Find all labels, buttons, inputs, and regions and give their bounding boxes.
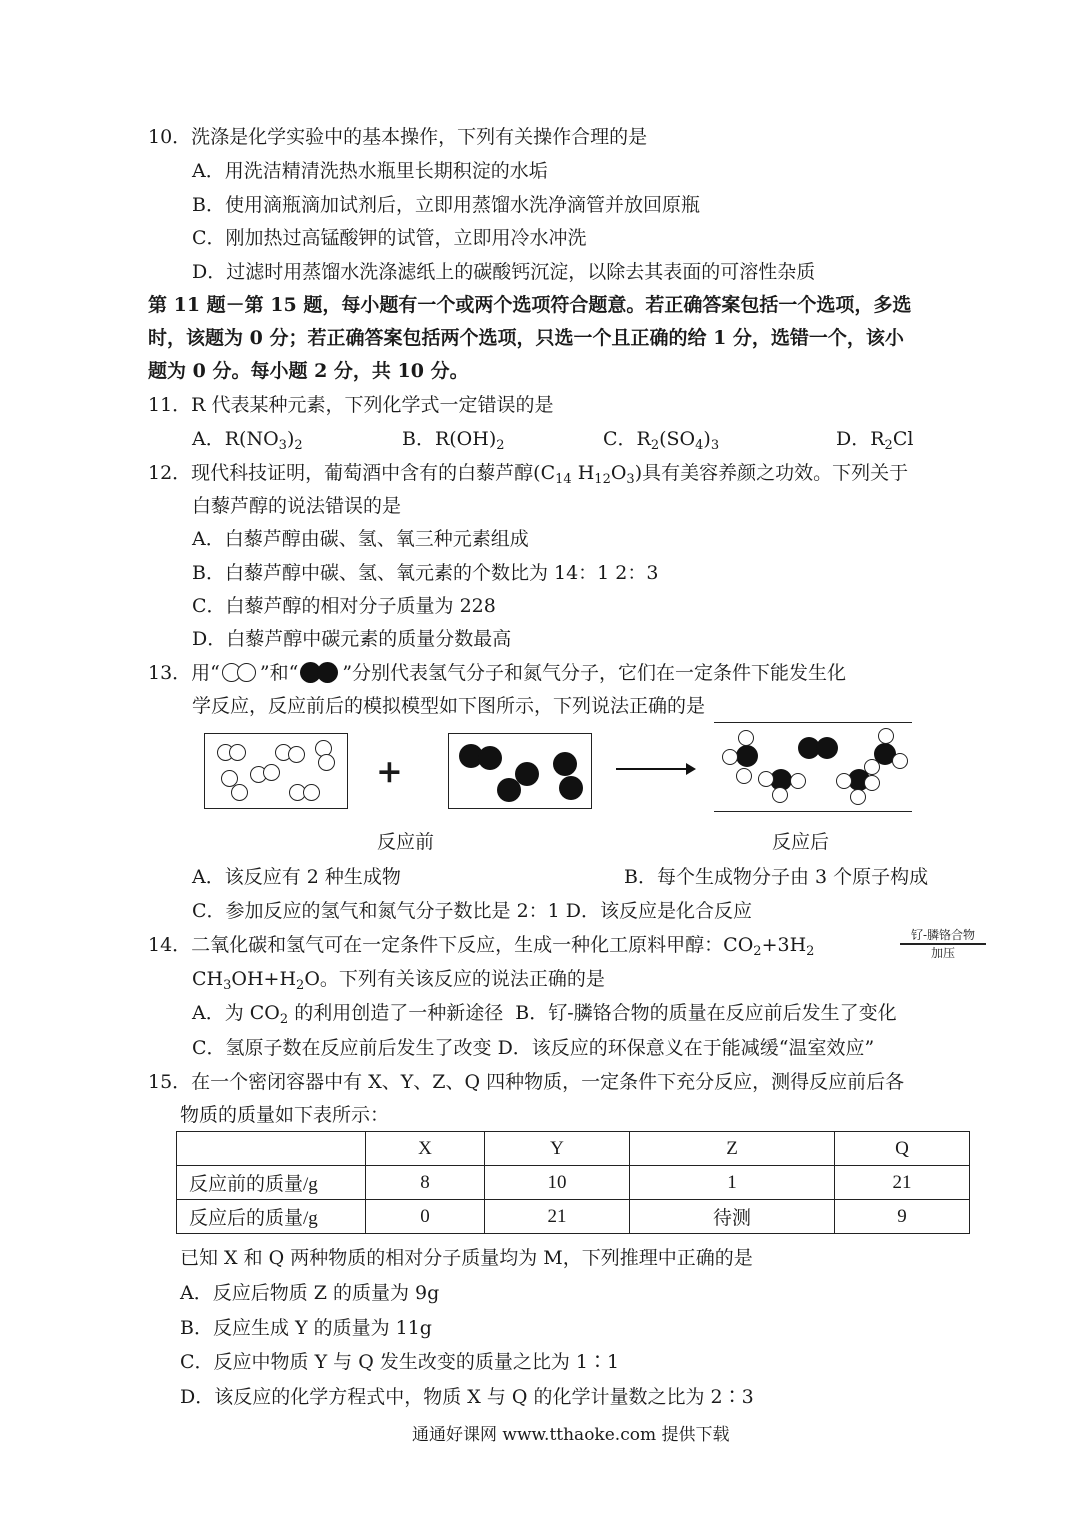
q11-stem: 11．R 代表某种元素，下列化学式一定错误的是 [148,394,554,416]
table-header-cell: Z [630,1132,835,1166]
q15-option-d: D．该反应的化学方程式中，物质 X 与 Q 的化学计量数之比为 2∶3 [180,1386,754,1408]
q12-stem-line-2: 白藜芦醇的说法错误的是 [192,495,402,517]
arrow-head-icon [686,763,696,775]
q13-stem-part-3: ”分别代表氢气分子和氮气分子，它们在一定条件下能发生化 [342,662,847,684]
q12-option-d: D．白藜芦醇中碳元素的质量分数最高 [192,628,512,650]
footer-text: 通通好课网 www.tthaoke.com 提供下载 [412,1425,730,1445]
q13-option-a: A．该反应有 2 种生成物 [192,866,401,888]
caption-before: 反应前 [377,831,435,853]
q12-option-b: B．白藜芦醇中碳、氢、氧元素的个数比为 14：1 2：3 [192,562,659,584]
q13-stem-part-2: ”和“ [259,662,299,684]
q14-stem-line-1: 14．二氧化碳和氢气可在一定条件下反应，生成一种化工原料甲醇：$CO_2+3H_2$ [148,934,815,959]
table-header-cell: X [366,1132,485,1166]
table-cell: 待测 [630,1200,835,1234]
q11-option-d: D．$R_2Cl$ [836,428,914,453]
table-header-row [177,1132,970,1166]
reaction-arrow [616,768,688,770]
table-header-cell [177,1132,366,1166]
condition-bar [900,943,986,945]
q10-stem: 10．洗涤是化学实验中的基本操作，下列有关操作合理的是 [148,126,648,148]
table-row [177,1200,970,1234]
q10-option-d: D．过滤时用蒸馏水洗涤滤纸上的碳酸钙沉淀，以除去其表面的可溶性杂质 [192,261,816,283]
q11-option-c: C．$R_2(SO_4)_3$ [603,428,720,453]
before-hydrogen-box [204,733,348,809]
q11-option-a: A．$R(NO_3)_2$ [192,428,303,453]
q15-stem-line-1: 15．在一个密闭容器中有 X、Y、Z、Q 四种物质，一定条件下充分反应，测得反应前后各 [148,1071,905,1093]
q13-stem-line-1 [148,661,846,685]
q14-option-cd: C．氢原子数在反应前后发生了改变 D．该反应的环保意义在于能减缓“温室效应” [192,1037,875,1059]
table-header-cell: Q [835,1132,970,1166]
table-cell: 9 [835,1200,970,1234]
after-box [714,722,912,812]
table-row [177,1166,970,1200]
instructions-line-2: 时，该题为 0 分；若正确答案包括两个选项，只选一个且正确的给 1 分，选错一个，该小 [148,327,904,349]
table-header-cell: Y [485,1132,630,1166]
q12-option-c: C．白藜芦醇的相对分子质量为 228 [192,595,496,617]
table-cell: 反应前的质量/g [177,1166,366,1200]
instructions-line-3: 题为 0 分。每小题 2 分，共 10 分。 [148,360,469,382]
q13-option-b: B．每个生成物分子由 3 个原子构成 [624,866,929,888]
table-cell: 1 [630,1166,835,1200]
q13-stem-part-1: 13．用“ [148,662,220,684]
q12-stem-line-1: 12．现代科技证明，葡萄酒中含有的白藜芦醇($C_{14}$ $H_{12}O_3$)具有美容养颜之功效。下列关于 [148,462,909,487]
hydrogen-molecule-icon [220,662,260,682]
instructions-line-1: 第 11 题－第 15 题，每小题有一个或两个选项符合题意。若正确答案包括一个选项，多选 [148,294,912,316]
table-cell: 21 [485,1200,630,1234]
mass-table [176,1131,970,1234]
q15-stem-line-2: 物质的质量如下表所示： [180,1104,390,1126]
q15-option-c: C．反应中物质 Y 与 Q 发生改变的质量之比为 1∶1 [180,1351,620,1373]
nitrogen-molecule-icon [298,662,342,682]
q15-option-a: A．反应后物质 Z 的质量为 9g [180,1282,440,1304]
caption-after: 反应后 [772,831,830,853]
condition-pressure: 加压 [930,945,955,960]
table-cell: 21 [835,1166,970,1200]
q12-option-a: A．白藜芦醇由碳、氢、氧三种元素组成 [192,528,529,550]
reaction-condition [900,928,986,960]
table-cell: 反应后的质量/g [177,1200,366,1234]
q13-option-cd: C．参加反应的氢气和氮气分子数比是 2：1 D．该反应是化合反应 [192,900,753,922]
q15-note: 已知 X 和 Q 两种物质的相对分子质量均为 M，下列推理中正确的是 [180,1247,753,1269]
before-nitrogen-box [448,733,592,809]
q14-option-ab: A．为 $CO_2$ 的利用创造了一种新途径 B．钌-膦铬合物的质量在反应前后发生了变化 [192,1002,897,1027]
q10-option-b: B．使用滴瓶滴加试剂后，立即用蒸馏水洗净滴管并放回原瓶 [192,194,700,216]
q10-option-a: A．用洗洁精清洗热水瓶里长期积淀的水垢 [192,160,548,182]
table-cell: 10 [485,1166,630,1200]
q10-option-c: C．刚加热过高锰酸钾的试管，立即用冷水冲洗 [192,227,587,249]
q13-stem-line-2: 学反应，反应前后的模拟模型如下图所示，下列说法正确的是 [192,695,706,717]
table-cell: 8 [366,1166,485,1200]
q15-option-b: B．反应生成 Y 的质量为 11g [180,1317,432,1339]
plus-sign: + [376,752,403,790]
condition-catalyst: 钌-膦铬合物 [910,928,976,942]
table-cell: 0 [366,1200,485,1234]
q11-option-b: B．$R(OH)_2$ [402,428,505,453]
q14-stem-line-2: $CH_3OH+H_2O$。下列有关该反应的说法正确的是 [192,968,605,993]
